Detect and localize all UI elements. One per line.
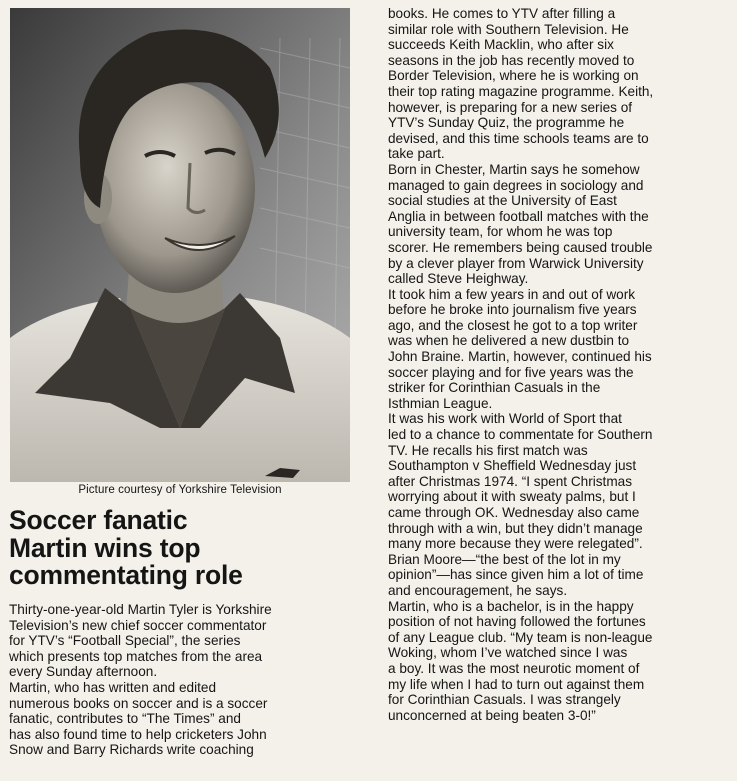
- article-line: Martin, who has written and edited: [9, 679, 217, 695]
- article-line: was when he delivered a new dustbin to: [388, 333, 630, 349]
- article-line: ago, and the closest he got to a top writer: [388, 317, 638, 333]
- article-line: university team, for whom he was top: [388, 224, 613, 240]
- article-line: every Sunday afternoon.: [9, 664, 158, 680]
- article-line: and encouragement, he says.: [388, 582, 568, 598]
- article-line: which presents top matches from the area: [9, 648, 263, 664]
- portrait-photo-graphic: [10, 8, 350, 482]
- article-line: position of not having followed the fortunes: [388, 614, 646, 630]
- article-paragraph: [388, 411, 733, 598]
- article-paragraph: [388, 287, 733, 412]
- article-line: Television’s new chief soccer commentator: [9, 617, 267, 633]
- article-line: Anglia in between football matches with the: [388, 208, 649, 224]
- article-line: managed to gain degrees in sociology and: [388, 177, 644, 193]
- headline: [9, 507, 359, 590]
- article-line: succeeds Keith Macklin, who after six: [388, 37, 614, 53]
- article-line: John Braine. Martin, however, continued his: [388, 349, 652, 365]
- article-paragraph: [9, 602, 364, 680]
- article-line: however, is preparing for a new series of: [388, 99, 633, 115]
- article-line: take part.: [388, 146, 445, 162]
- article-line: It took him a few years in and out of work: [388, 286, 636, 302]
- article-line: by a clever player from Warwick University: [388, 255, 644, 271]
- article-line: through with a win, but they didn’t manage: [388, 520, 643, 536]
- article-line: scorer. He remembers being caused trouble: [388, 239, 653, 255]
- article-line: Snow and Barry Richards write coaching: [9, 742, 254, 758]
- article-line: devised, and this time schools teams are to: [388, 130, 649, 146]
- article-paragraph: [9, 680, 364, 758]
- article-line: social studies at the University of East: [388, 193, 617, 209]
- article-line: Martin, who is a bachelor, is in the happy: [388, 598, 634, 614]
- article-line: opinion”—has since given him a lot of time: [388, 567, 644, 583]
- article-line: similar role with Southern Television. He: [388, 21, 629, 37]
- article-line: Border Television, where he is working on: [388, 68, 639, 84]
- article-line: Born in Chester, Martin says he somehow: [388, 161, 640, 177]
- article-line: after Christmas 1974. “I spent Christmas: [388, 473, 633, 489]
- article-line: Woking, whom I’ve watched since I was: [388, 645, 628, 661]
- article-line: many more because they were relegated”.: [388, 536, 643, 552]
- article-line: books. He comes to YTV after filling a: [388, 6, 616, 21]
- article-line: Brian Moore—“the best of the lot in my: [388, 551, 621, 567]
- article-line: for Corinthian Casuals. I was strangely: [388, 692, 621, 708]
- article-line: has also found time to help cricketers John: [9, 726, 267, 742]
- article-line: of any League club. “My team is non-league: [388, 629, 653, 645]
- article-body-right: [388, 6, 733, 723]
- portrait-photo: [10, 8, 350, 482]
- article-line: led to a chance to commentate for Southern: [388, 427, 653, 443]
- article-line: YTV’s Sunday Quiz, the programme he: [388, 115, 625, 131]
- article-line: worrying about it with sweaty palms, but I: [388, 489, 636, 505]
- article-line: fanatic, contributes to “The Times” and: [9, 711, 241, 727]
- article-line: unconcerned at being beaten 3-0!”: [388, 707, 596, 723]
- article-line: Isthmian League.: [388, 395, 493, 411]
- article-line: for YTV’s “Football Special”, the series: [9, 633, 241, 649]
- article-line: my life when I had to turn out against them: [388, 676, 645, 692]
- article-line: before he broke into journalism five years: [388, 302, 637, 318]
- article-line: a boy. It was the most neurotic moment of: [388, 660, 640, 676]
- headline-line: commentating role: [9, 560, 243, 590]
- article-line: seasons in the job has recently moved to: [388, 52, 635, 68]
- article-line: their top rating magazine programme. Keith,: [388, 83, 654, 99]
- article-paragraph: [388, 6, 733, 162]
- article-paragraph: [388, 162, 733, 287]
- article-line: It was his work with World of Sport that: [388, 411, 622, 427]
- article-line: soccer playing and for five years was the: [388, 364, 634, 380]
- article-line: came through OK. Wednesday also came: [388, 505, 640, 520]
- article-line: numerous books on soccer and is a soccer: [9, 695, 268, 711]
- photo-caption: Picture courtesy of Yorkshire Television: [78, 484, 282, 496]
- article-line: Thirty-one-year-old Martin Tyler is Yorkshire: [9, 602, 272, 617]
- article-line: Southampton v Sheffield Wednesday just: [388, 458, 637, 474]
- article-body-left: [9, 602, 364, 758]
- article-line: called Steve Heighway.: [388, 271, 529, 287]
- article-line: TV. He recalls his first match was: [388, 442, 588, 458]
- headline-line: Martin wins top: [9, 532, 201, 563]
- article-paragraph: [388, 599, 733, 724]
- article-line: striker for Corinthian Casuals in the: [388, 380, 601, 396]
- headline-line: Soccer fanatic: [9, 505, 188, 535]
